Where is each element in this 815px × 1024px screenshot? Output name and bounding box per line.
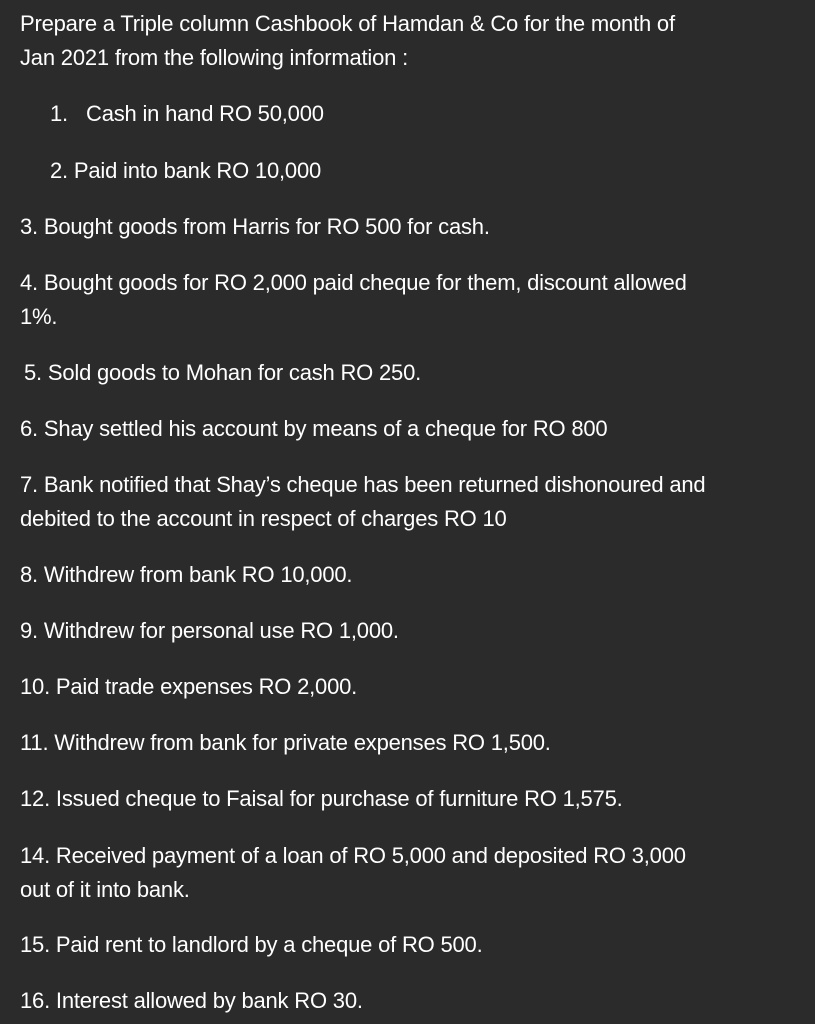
- item-number: 2.: [50, 158, 68, 183]
- list-item-15: [20, 929, 483, 961]
- list-item-5: [24, 357, 421, 389]
- item-text: Shay settled his account by means of a cheque for RO 800: [43, 416, 608, 441]
- list-item-10: [20, 671, 357, 703]
- item-number: 10.: [20, 674, 50, 699]
- list-item-1: [50, 98, 324, 130]
- item-text: Received payment of a loan of RO 5,000 and deposited RO 3,000: [55, 843, 686, 868]
- item-text: Issued cheque to Faisal for purchase of furniture RO 1,575.: [55, 786, 623, 811]
- list-item-14: [20, 840, 686, 872]
- item-text: Interest allowed by bank RO 30.: [55, 988, 363, 1013]
- list-item-14-continued: out of it into bank.: [20, 877, 190, 902]
- item-text: Bought goods from Harris for RO 500 for cash.: [43, 214, 490, 239]
- item-number: 3.: [20, 214, 38, 239]
- list-item-11: [20, 727, 551, 759]
- item-number: 5.: [24, 360, 42, 385]
- item-number: 12.: [20, 786, 50, 811]
- item-text: Paid into bank RO 10,000: [73, 158, 322, 183]
- item-text: Bank notified that Shay’s cheque has been returned dishonoured and: [43, 472, 706, 497]
- item-text: Withdrew from bank RO 10,000.: [43, 562, 353, 587]
- list-item-7: [20, 469, 705, 501]
- list-item-4: [20, 267, 687, 299]
- item-number: 14.: [20, 843, 50, 868]
- list-item-3: [20, 211, 490, 243]
- list-item-9: [20, 615, 399, 647]
- item-number: 16.: [20, 988, 50, 1013]
- item-text: Paid trade expenses RO 2,000.: [55, 674, 358, 699]
- item-number: 1.: [50, 101, 68, 126]
- item-number: 9.: [20, 618, 38, 643]
- item-number: 7.: [20, 472, 38, 497]
- item-text: Withdrew from bank for private expenses RO 1,500.: [54, 730, 551, 755]
- list-item-16: [20, 985, 363, 1017]
- item-number: 11.: [20, 730, 49, 755]
- list-item-6: [20, 413, 607, 445]
- item-number: 4.: [20, 270, 38, 295]
- item-number: 8.: [20, 562, 38, 587]
- list-item-7-continued: debited to the account in respect of charges RO 10: [20, 506, 507, 531]
- list-item-2: [50, 155, 321, 187]
- list-item-8: [20, 559, 352, 591]
- list-item-12: [20, 783, 623, 815]
- intro-line-1: Prepare a Triple column Cashbook of Hamdan & Co for the month of: [20, 11, 675, 36]
- item-number: 6.: [20, 416, 38, 441]
- item-number: 15.: [20, 932, 50, 957]
- list-item-4-continued: 1%.: [20, 304, 58, 329]
- item-text: Withdrew for personal use RO 1,000.: [43, 618, 399, 643]
- item-text: Cash in hand RO 50,000: [86, 101, 324, 126]
- item-text: Paid rent to landlord by a cheque of RO 500.: [55, 932, 483, 957]
- item-text: Bought goods for RO 2,000 paid cheque for them, discount allowed: [43, 270, 687, 295]
- intro-line-2: Jan 2021 from the following information :: [20, 45, 409, 70]
- item-text: Sold goods to Mohan for cash RO 250.: [47, 360, 422, 385]
